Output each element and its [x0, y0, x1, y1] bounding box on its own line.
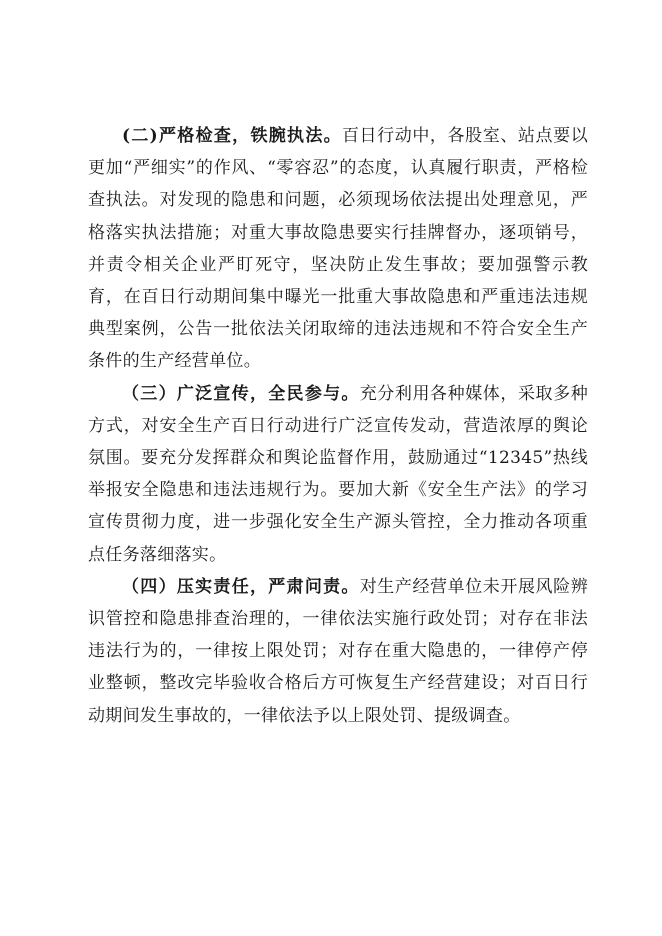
document-body [88, 120, 588, 732]
section-accountability [88, 571, 588, 732]
section-body: 百日行动中，各股室、站点要以更加“严细实”的作风、“零容忍”的态度，认真履行职责，严格检查执法。对发现的隐患和问题，必须现场依法提出处理意见，严格落实执法措施；对重大事故隐患要实行挂牌督办，逐项销号，并责令相关企业严盯死守，坚决防止发生事故；要加强警示教育，在百日行动期间集中曝光一批重大事故隐患和严重违法违规典型案例，公告一批依法关闭取缔的违法违规和不符合安全生产条件的生产经营单位。 [88, 126, 589, 372]
section-body: 充分利用各种媒体，采取多种方式，对安全生产百日行动进行广泛宣传发动，营造浓厚的舆论氛围。要充分发挥群众和舆论监督作用，鼓励通过“12345”热线举报安全隐患和违法违规行为。要加大新《安全生产法》的学习宣传贯彻力度，进一步强化安全生产源头管控，全力推动各项重点任务落细落实。 [88, 383, 589, 565]
section-heading: （四）压实责任，严肃问责。 [122, 576, 360, 597]
section-publicity [88, 378, 588, 571]
section-strict-inspection [88, 120, 588, 378]
section-body: 对生产经营单位未开展风险辨识管控和隐患排查治理的，一律依法实施行政处罚；对存在非法违法行为的，一律按上限处罚；对存在重大隐患的，一律停产停业整顿，整改完毕验收合格后方可恢复生产经营建设；对百日行动期间发生事故的，一律依法予以上限处罚、提级调查。 [88, 576, 589, 726]
section-heading: (二)严格检查，铁腕执法。 [122, 126, 342, 146]
section-heading: （三）广泛宣传，全民参与。 [122, 383, 360, 404]
